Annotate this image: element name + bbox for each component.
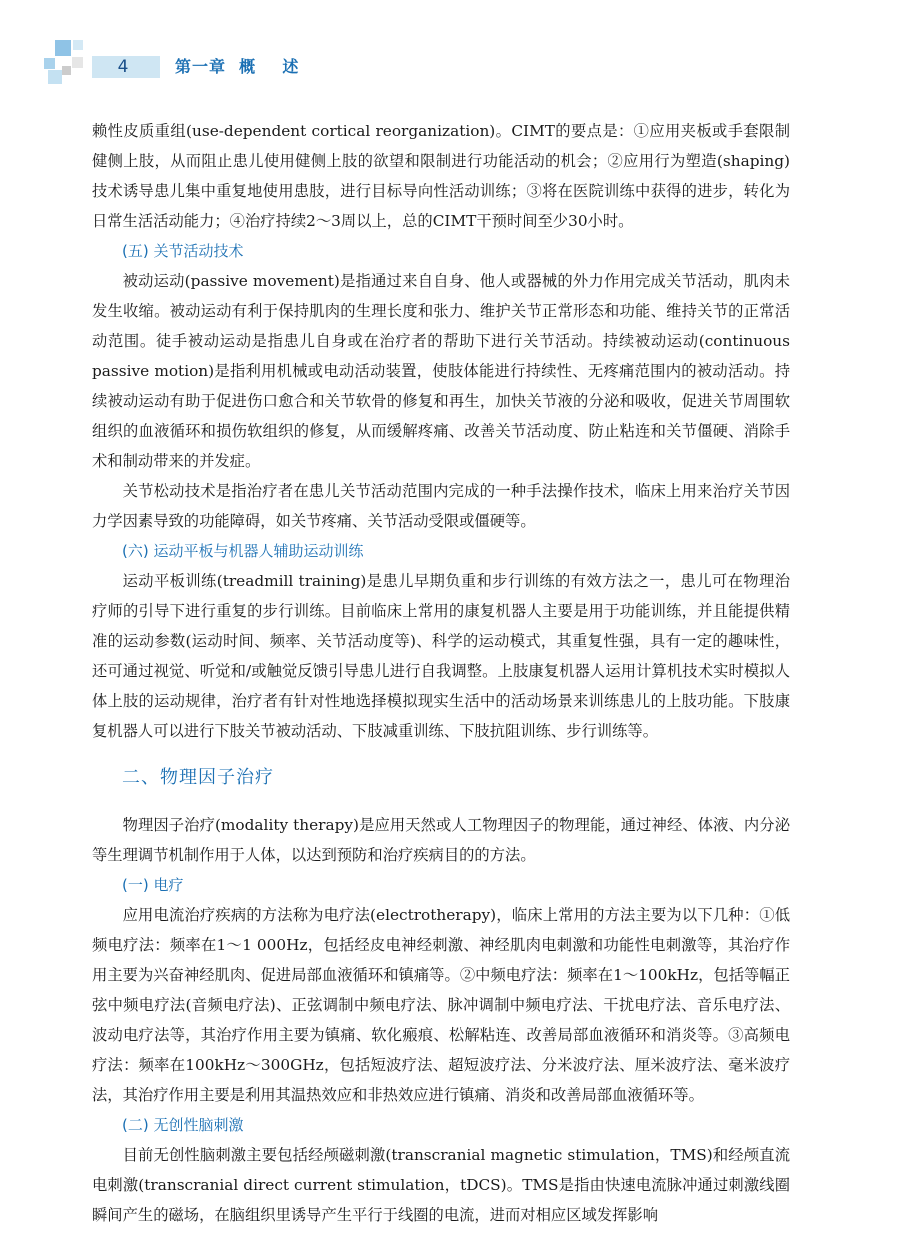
subsection-heading: (一) 电疗 [122, 876, 184, 894]
decorative-square [55, 40, 71, 56]
page-header [0, 0, 900, 100]
decorative-square [62, 66, 71, 75]
decorative-square [72, 57, 83, 68]
paragraph: 目前无创性脑刺激主要包括经颅磁刺激(transcranial magnetic stimulation，TMS)和经颅直流电刺激(transcranial direct current stimulation，tDCS)。TMS是指由快速电流脉冲通过刺激线圈瞬间产生的磁场，在脑组织里诱导产生平行于线圈的电流，进而对相应区域发挥影响 [92, 1146, 790, 1224]
subsection-heading: (五) 关节活动技术 [122, 242, 244, 260]
decorative-square [73, 40, 83, 50]
paragraph: 应用电流治疗疾病的方法称为电疗法(electrotherapy)，临床上常用的方法主要为以下几种：①低频电疗法：频率在1～1 000Hz，包括经皮电神经刺激、神经肌肉电刺激和功能性电刺激等，其治疗作用主要为兴奋神经肌肉、促进局部血液循环和镇痛等。②中频电疗法：频率在1～100kHz，包括等幅正弦中频电疗法(音频电疗法)、正弦调制中频电疗法、脉冲调制中频电疗法、干扰电疗法、音乐电疗法、波动电疗法等，其治疗作用主要为镇痛、软化瘢痕、松解粘连、改善局部血液循环和消炎等。③高频电疗法：频率在100kHz～300GHz，包括短波疗法、超短波疗法、分米波疗法、厘米波疗法、毫米波疗法，其治疗作用主要是利用其温热效应和非热效应进行镇痛、消炎和改善局部血液循环等。 [92, 906, 790, 1104]
paragraph: 关节松动技术是指治疗者在患儿关节活动范围内完成的一种手法操作技术，临床上用来治疗关节因力学因素导致的功能障碍，如关节疼痛、关节活动受限或僵硬等。 [92, 482, 790, 530]
subsection-heading: (二) 无创性脑刺激 [122, 1116, 244, 1134]
page-number: 4 [117, 57, 129, 77]
paragraph: 运动平板训练(treadmill training)是患儿早期负重和步行训练的有效方法之一，患儿可在物理治疗师的引导下进行重复的步行训练。目前临床上常用的康复机器人主要是用于功能训练，并且能提供精准的运动参数(运动时间、频率、关节活动度等)、科学的运动模式，其重复性强，具有一定的趣味性，还可通过视觉、听觉和/或触觉反馈引导患儿进行自我调整。上肢康复机器人运用计算机技术实时模拟人体上肢的运动规律，治疗者有针对性地选择模拟现实生活中的活动场景来训练患儿的上肢功能。下肢康复机器人可以进行下肢关节被动活动、下肢减重训练、下肢抗阻训练、步行训练等。 [92, 572, 790, 740]
chapter-title: 第一章 概 述 [175, 57, 300, 76]
paragraph: 赖性皮质重组(use-dependent cortical reorganization)。CIMT的要点是：①应用夹板或手套限制健侧上肢，从而阻止患儿使用健侧上肢的欲望和限制进行功能活动的机会；②应用行为塑造(shaping)技术诱导患儿集中重复地使用患肢，进行目标导向性活动训练；③将在医院训练中获得的进步，转化为日常生活活动能力；④治疗持续2～3周以上，总的CIMT干预时间至少30小时。 [92, 122, 790, 230]
paragraph: 被动运动(passive movement)是指通过来自自身、他人或器械的外力作用完成关节活动，肌肉未发生收缩。被动运动有利于保持肌肉的生理长度和张力、维护关节正常形态和功能、维持关节的正常活动范围。徒手被动运动是指患儿自身或在治疗者的帮助下进行关节活动。持续被动运动(continuous passive motion)是指利用机械或电动活动装置，使肢体能进行持续性、无疼痛范围内的被动活动。持续被动运动有助于促进伤口愈合和关节软骨的修复和再生，加快关节液的分泌和吸收，促进关节周围软组织的血液循环和损伤软组织的修复，从而缓解疼痛、改善关节活动度、防止粘连和关节僵硬、消除手术和制动带来的并发症。 [92, 272, 790, 470]
subsection-heading: (六) 运动平板与机器人辅助运动训练 [122, 542, 364, 560]
page-body [92, 116, 790, 1230]
decorative-square [48, 70, 62, 84]
section-heading: 二、物理因子治疗 [122, 767, 274, 788]
decorative-square [44, 58, 55, 69]
paragraph: 物理因子治疗(modality therapy)是应用天然或人工物理因子的物理能，通过神经、体液、内分泌等生理调节机制作用于人体，以达到预防和治疗疾病目的的方法。 [92, 816, 790, 864]
